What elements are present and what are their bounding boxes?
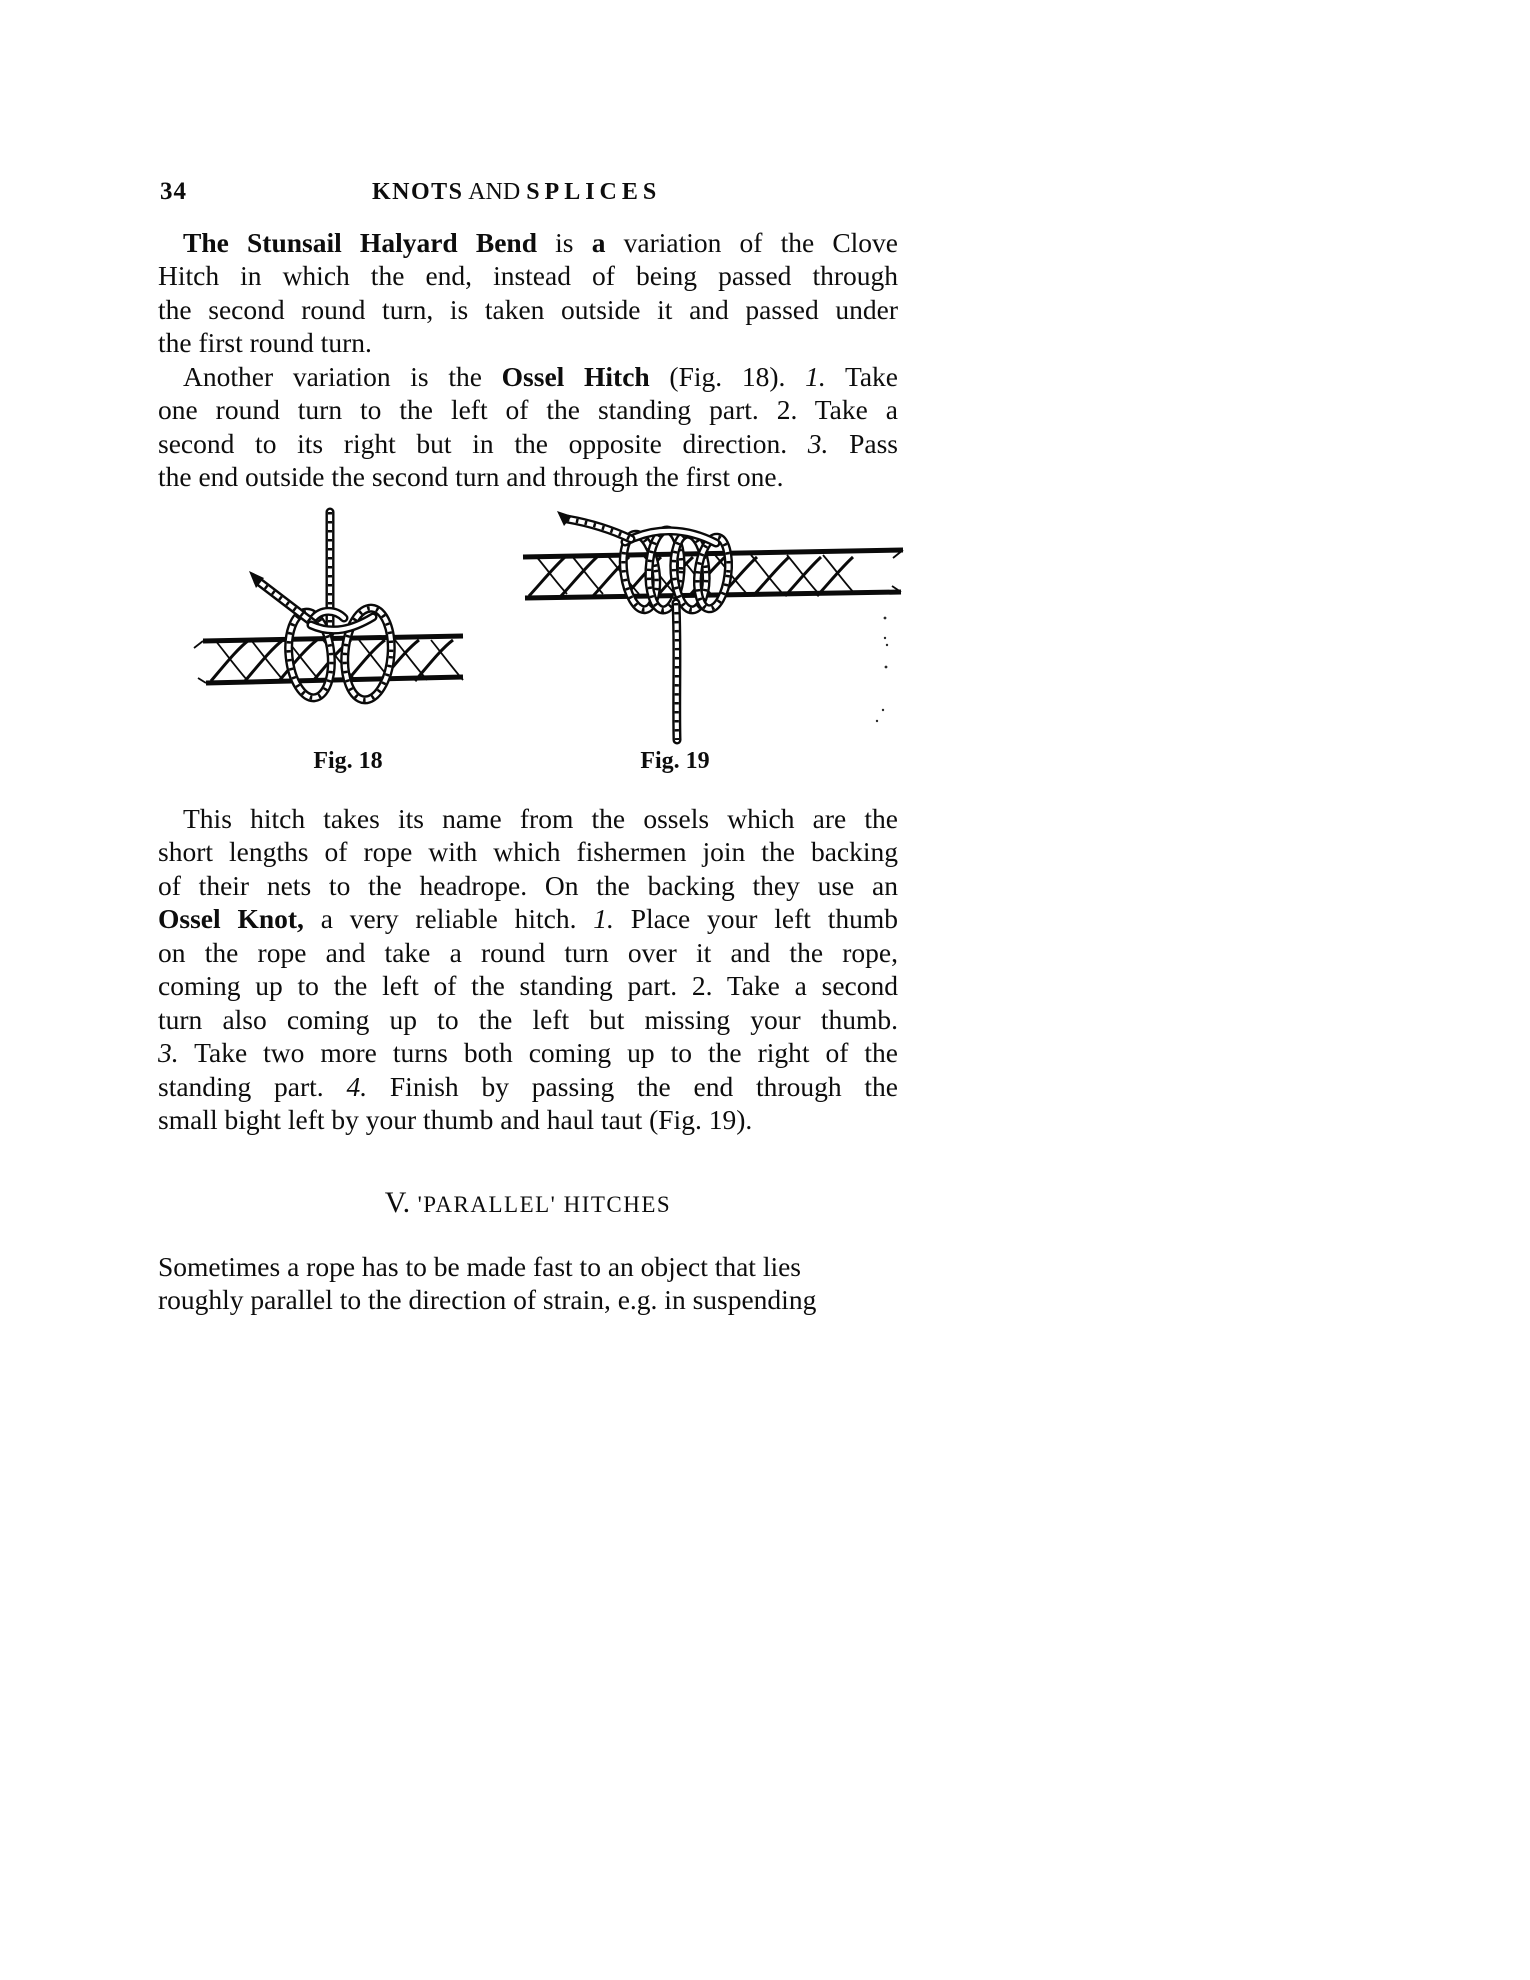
paragraph-ossel-hitch: Another variation is the Ossel Hitch (Fig. 18). 1. Take one round turn to the left of the standing part. 2. Take a second to its right but in the opposite direction. 3. Pass the end outside the second turn and through the first one. <box>158 361 898 493</box>
fig-19-ossel-knot-illustration <box>515 497 910 752</box>
paragraph-parallel-intro: Sometimes a rope has to be made fast to an object that lies roughly parallel to the direction of strain, e.g. in suspending <box>158 1251 817 1316</box>
paragraph-ossel-knot: This hitch takes its name from the ossels which are the short lengths of rope with which fishermen join the backing of their nets to the headrope. On the backing they use an Ossel Knot, a very reliable hitch. 1. Place your left thumb on the rope and take a round turn over it and the rope, coming up to the left of the standing part. 2. Take a second turn also coming up to the left but missing your thumb. 3. Take two more turns both coming up to the right of the standing part. 4. Finish by passing the end through the small bight left by your thumb and haul taut (Fig. 19). <box>158 803 898 1135</box>
headrope <box>523 550 903 598</box>
page-number: 34 <box>160 178 187 205</box>
scan-artifact-dots <box>876 617 888 723</box>
running-title: KNOTS AND SPLICES <box>372 179 662 205</box>
working-end-rope <box>557 511 631 539</box>
section-heading-parallel-hitches: V. 'PARALLEL' HITCHES <box>384 1186 672 1219</box>
standing-part-rope <box>676 603 677 740</box>
fig-19-caption: Fig. 19 <box>640 748 710 774</box>
fig-18-ossel-hitch-illustration <box>163 497 473 752</box>
fig-18-caption: Fig. 18 <box>313 748 383 774</box>
paragraph-stunsail-halyard-bend: The Stunsail Halyard Bend is a variation of the Clove Hitch in which the end, instead of being passed through the second round turn, is taken outside it and passed under the first round turn. <box>158 227 898 359</box>
